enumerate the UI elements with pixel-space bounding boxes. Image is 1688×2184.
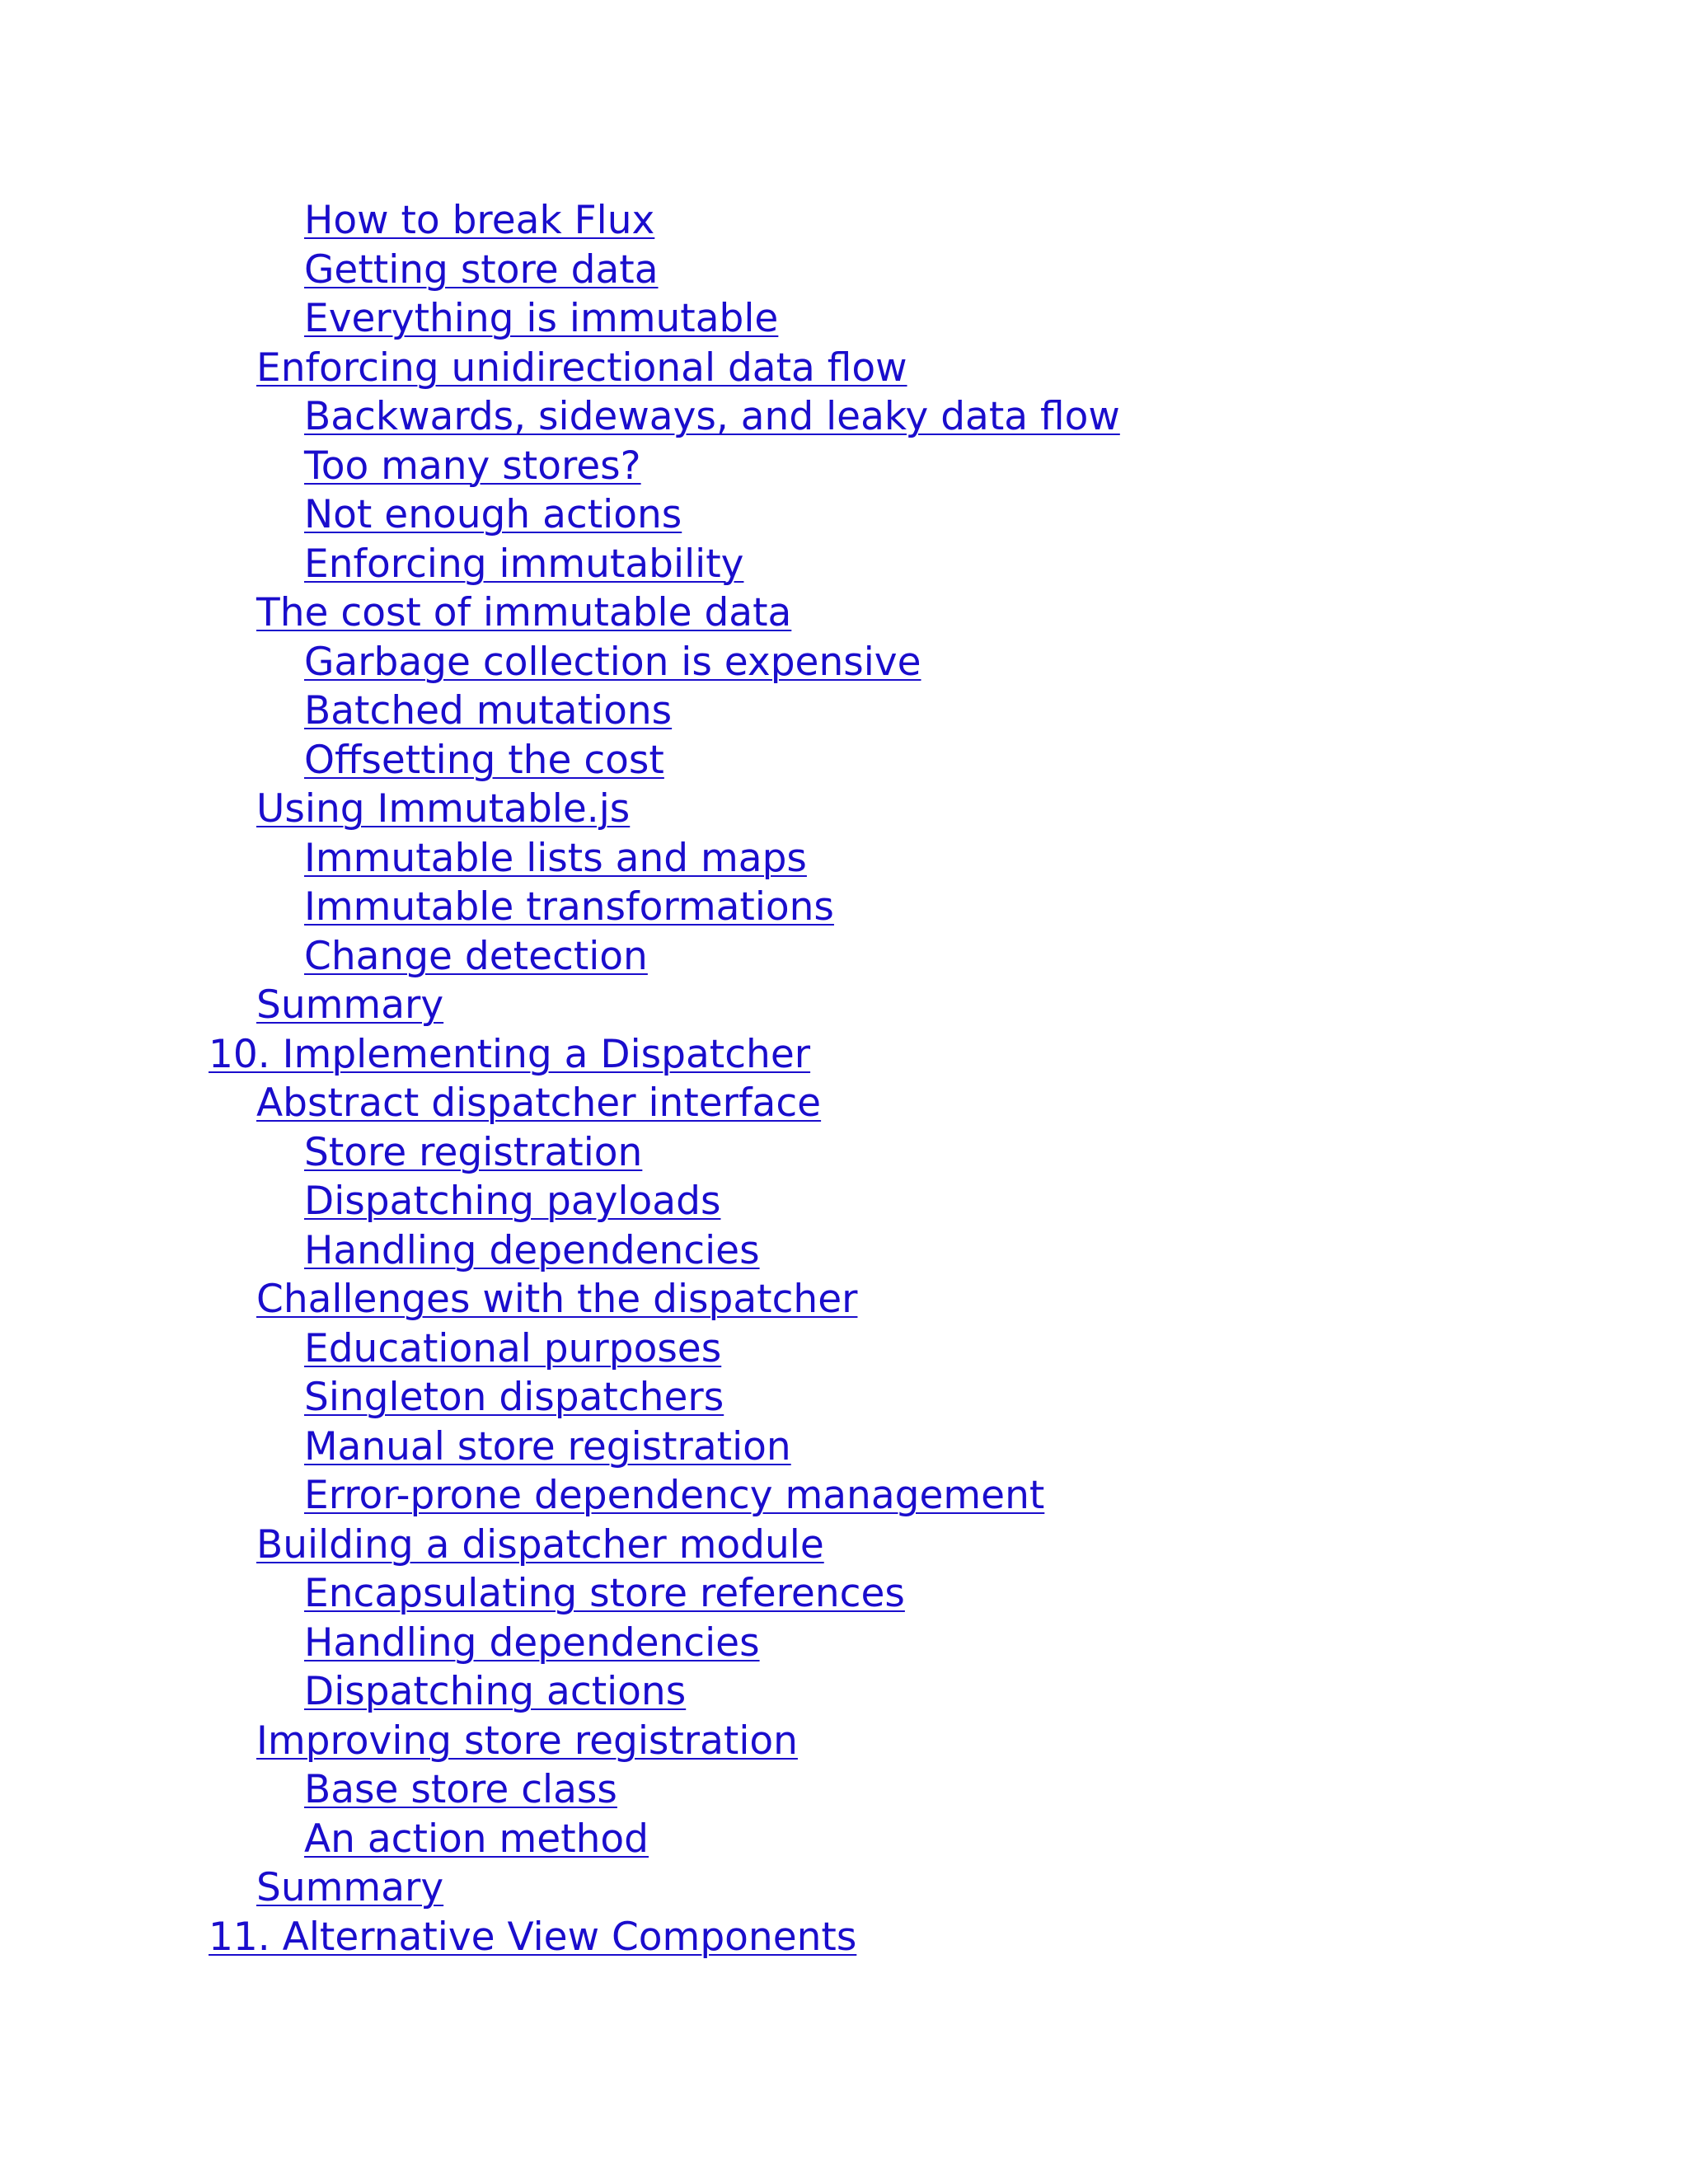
toc-link[interactable]: Store registration [304,1129,643,1175]
toc-entry [0,196,1688,246]
toc-link[interactable]: Improving store registration [256,1718,798,1764]
toc-entry [0,1619,1688,1668]
toc-link[interactable]: 11. Alternative View Components [209,1914,857,1960]
toc-link[interactable]: Offsetting the cost [304,737,664,783]
toc-entry [0,1815,1688,1864]
toc-entry [0,490,1688,540]
toc-entry [0,834,1688,883]
toc-link[interactable]: Base store class [304,1767,617,1812]
toc-entry [0,981,1688,1030]
toc-link[interactable]: Singleton dispatchers [304,1375,724,1420]
toc-link[interactable]: Dispatching actions [304,1669,687,1714]
toc-link[interactable]: Handling dependencies [304,1619,760,1666]
toc-link[interactable]: Using Immutable.js [256,786,631,832]
toc-entry [0,344,1688,393]
toc-entry [0,1275,1688,1324]
toc-entry [0,1079,1688,1128]
toc-entry [0,1128,1688,1178]
toc-entry [0,1521,1688,1570]
toc-link[interactable]: Batched mutations [304,688,673,733]
toc-link[interactable]: Enforcing unidirectional data flow [256,344,907,391]
toc-entry [0,246,1688,295]
toc-entry [0,1226,1688,1276]
toc-entry [0,687,1688,736]
toc-entry [0,1030,1688,1080]
toc-link[interactable]: Immutable lists and maps [304,835,807,881]
toc-link[interactable]: Garbage collection is expensive [304,639,921,685]
toc-link[interactable]: Manual store registration [304,1423,791,1469]
toc-entry [0,1913,1688,1962]
toc-link[interactable]: Building a dispatcher module [256,1521,824,1568]
toc-entry [0,1422,1688,1472]
toc-link[interactable]: Change detection [304,933,648,979]
toc-entry [0,1667,1688,1717]
toc-entry [0,638,1688,687]
toc-entry [0,883,1688,932]
toc-link[interactable]: Error-prone dependency management [304,1473,1045,1518]
toc-link[interactable]: Challenges with the dispatcher [256,1277,858,1322]
toc-link[interactable]: Immutable transformations [304,884,834,930]
toc-link[interactable]: How to break Flux [304,198,655,243]
toc-link[interactable]: Everything is immutable [304,296,779,341]
toc-link[interactable]: The cost of immutable data [256,590,792,635]
toc-link[interactable]: Handling dependencies [304,1227,760,1273]
toc-entry [0,736,1688,785]
toc-entry [0,1324,1688,1374]
toc-link[interactable]: Educational purposes [304,1325,722,1371]
toc-link[interactable]: Encapsulating store references [304,1571,905,1616]
toc-entry [0,1569,1688,1619]
table-of-contents [0,196,1688,1961]
toc-link[interactable]: Dispatching payloads [304,1179,721,1224]
toc-link[interactable]: Summary [256,982,444,1028]
toc-link[interactable]: Too many stores? [304,443,641,489]
toc-link[interactable]: 10. Implementing a Dispatcher [209,1031,811,1077]
toc-entry [0,442,1688,491]
toc-entry [0,785,1688,834]
toc-link[interactable]: Backwards, sideways, and leaky data flow [304,394,1120,439]
toc-entry [0,588,1688,638]
toc-entry [0,392,1688,442]
toc-link[interactable]: Not enough actions [304,492,682,537]
toc-link[interactable]: Enforcing immutability [304,541,744,587]
toc-entry [0,294,1688,344]
toc-entry [0,932,1688,982]
toc-entry [0,1717,1688,1766]
toc-link[interactable]: Summary [256,1865,444,1910]
toc-entry [0,1765,1688,1815]
toc-link[interactable]: An action method [304,1816,649,1862]
toc-entry [0,1177,1688,1226]
toc-entry [0,1471,1688,1521]
toc-entry [0,540,1688,589]
toc-link[interactable]: Abstract dispatcher interface [256,1080,822,1126]
toc-link[interactable]: Getting store data [304,246,659,293]
toc-entry [0,1863,1688,1913]
toc-entry [0,1373,1688,1422]
